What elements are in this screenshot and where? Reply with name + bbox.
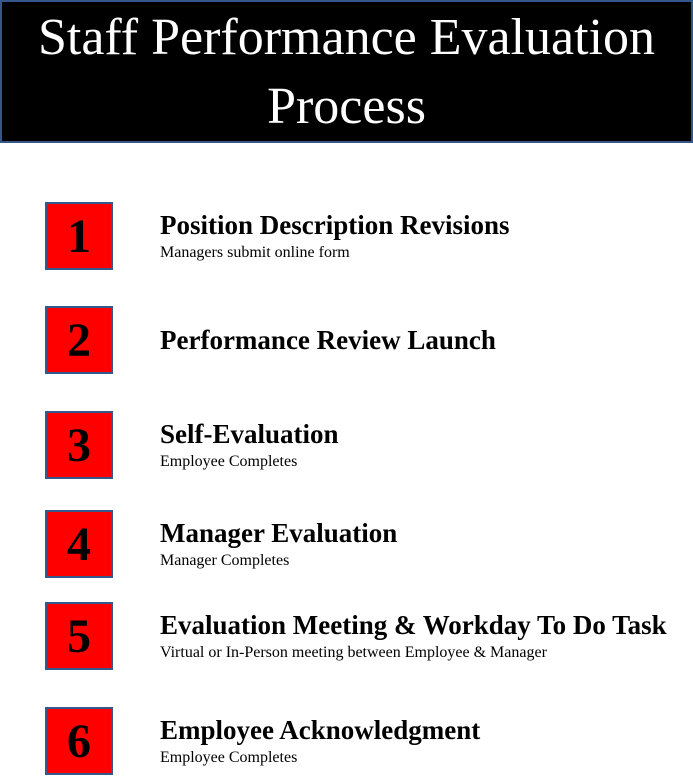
step-text (160, 714, 480, 768)
step-subtitle: Managers submit online form (160, 244, 350, 261)
step-number: 5 (67, 610, 91, 663)
process-step (45, 510, 693, 578)
process-step (45, 707, 693, 775)
step-number-badge (45, 306, 113, 374)
step-number-badge (45, 202, 113, 270)
step-number-badge (45, 707, 113, 775)
step-number-badge (45, 602, 113, 670)
process-step (45, 202, 693, 270)
process-step (45, 411, 693, 479)
step-text (160, 324, 496, 356)
step-number: 2 (67, 314, 91, 367)
step-number: 6 (67, 715, 91, 768)
step-text (160, 517, 397, 571)
step-number: 3 (67, 419, 91, 472)
step-title: Manager Evaluation (160, 518, 398, 548)
step-title: Performance Review Launch (160, 325, 496, 355)
page-title: Staff Performance Evaluation Process (37, 8, 656, 135)
step-number-badge (45, 411, 113, 479)
step-number-badge (45, 510, 113, 578)
step-number: 1 (67, 210, 91, 263)
step-text (160, 609, 667, 663)
step-subtitle: Employee Completes (160, 749, 298, 766)
step-subtitle: Virtual or In-Person meeting between Employee & Manager (160, 644, 547, 661)
step-title: Evaluation Meeting & Workday To Do Task (160, 610, 667, 640)
process-step (45, 306, 693, 374)
step-subtitle: Employee Completes (160, 453, 298, 470)
process-step (45, 602, 693, 670)
step-text (160, 209, 510, 263)
step-title: Position Description Revisions (160, 210, 510, 240)
step-title: Self-Evaluation (160, 419, 339, 449)
step-number: 4 (67, 518, 91, 571)
step-subtitle: Manager Completes (160, 552, 290, 569)
step-title: Employee Acknowledgment (160, 715, 481, 745)
step-text (160, 418, 339, 472)
